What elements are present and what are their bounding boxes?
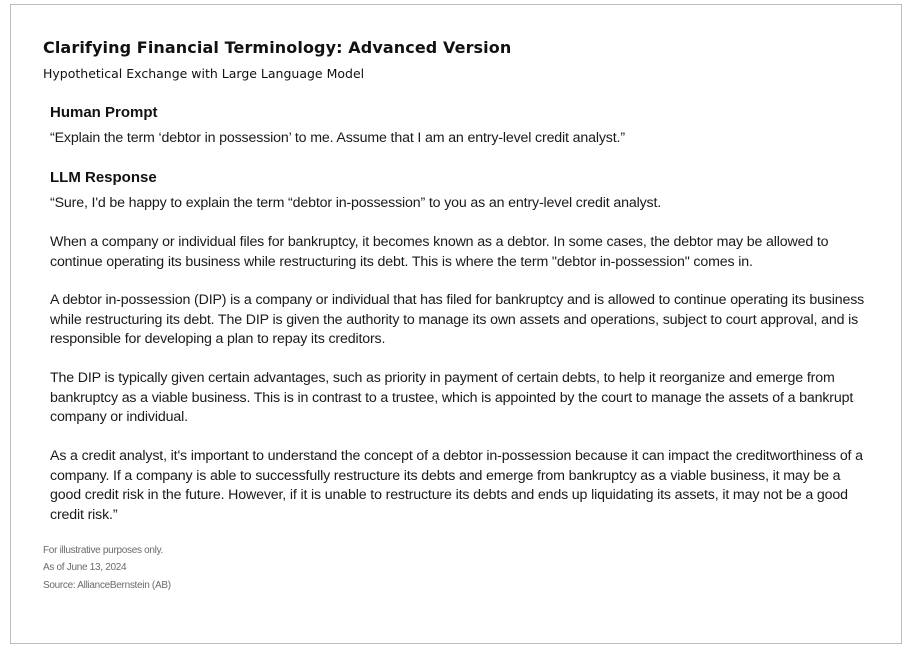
exhibit-subtitle: Hypothetical Exchange with Large Language Model	[43, 66, 365, 81]
human-prompt-heading: Human Prompt	[50, 104, 158, 121]
llm-response-paragraph: As a credit analyst, it's important to understand the concept of a debtor in-possession because it can impact the creditworthiness of a company. If a company is able to successfully restructure its debts and emerge from bankruptcy as a viable business, it may be a good credit risk in the future. However, if it is unable to restructure its debts and ends up liquidating its assets, it may not be a good credit risk.”	[50, 448, 863, 523]
llm-response-paragraph: A debtor in-possession (DIP) is a company or individual that has filed for bankruptcy and is allowed to continue operating its business while restructuring its debt. The DIP is given the authority to manage its own assets and operations, subject to court approval, and is responsible for developing a plan to repay its creditors.	[50, 292, 865, 347]
llm-response-paragraph: “Sure, I'd be happy to explain the term “debtor in-possession” to you as an entry-level credit analyst.	[50, 195, 662, 211]
human-prompt-text: “Explain the term ‘debtor in possession’ to me. Assume that I am an entry-level credit analyst.”	[50, 130, 625, 146]
exhibit-title: Clarifying Financial Terminology: Advanced Version	[43, 38, 512, 57]
llm-response-paragraph: When a company or individual files for bankruptcy, it becomes known as a debtor. In some cases, the debtor may be allowed to continue operating its business while restructuring its debt. This is where the term "debtor in-possession" comes in.	[50, 234, 829, 270]
llm-response-paragraph: The DIP is typically given certain advantages, such as priority in payment of certain debts, to help it reorganize and emerge from bankruptcy as a viable business. This is in contrast to a trustee, which is appointed by the court to manage the assets of a bankrupt company or individual.	[50, 370, 854, 425]
llm-response-heading: LLM Response	[50, 169, 157, 186]
source-note: Source: AllianceBernstein (AB)	[43, 580, 171, 591]
illustrative-note: For illustrative purposes only.	[43, 545, 164, 556]
as-of-date: As of June 13, 2024	[43, 562, 127, 573]
